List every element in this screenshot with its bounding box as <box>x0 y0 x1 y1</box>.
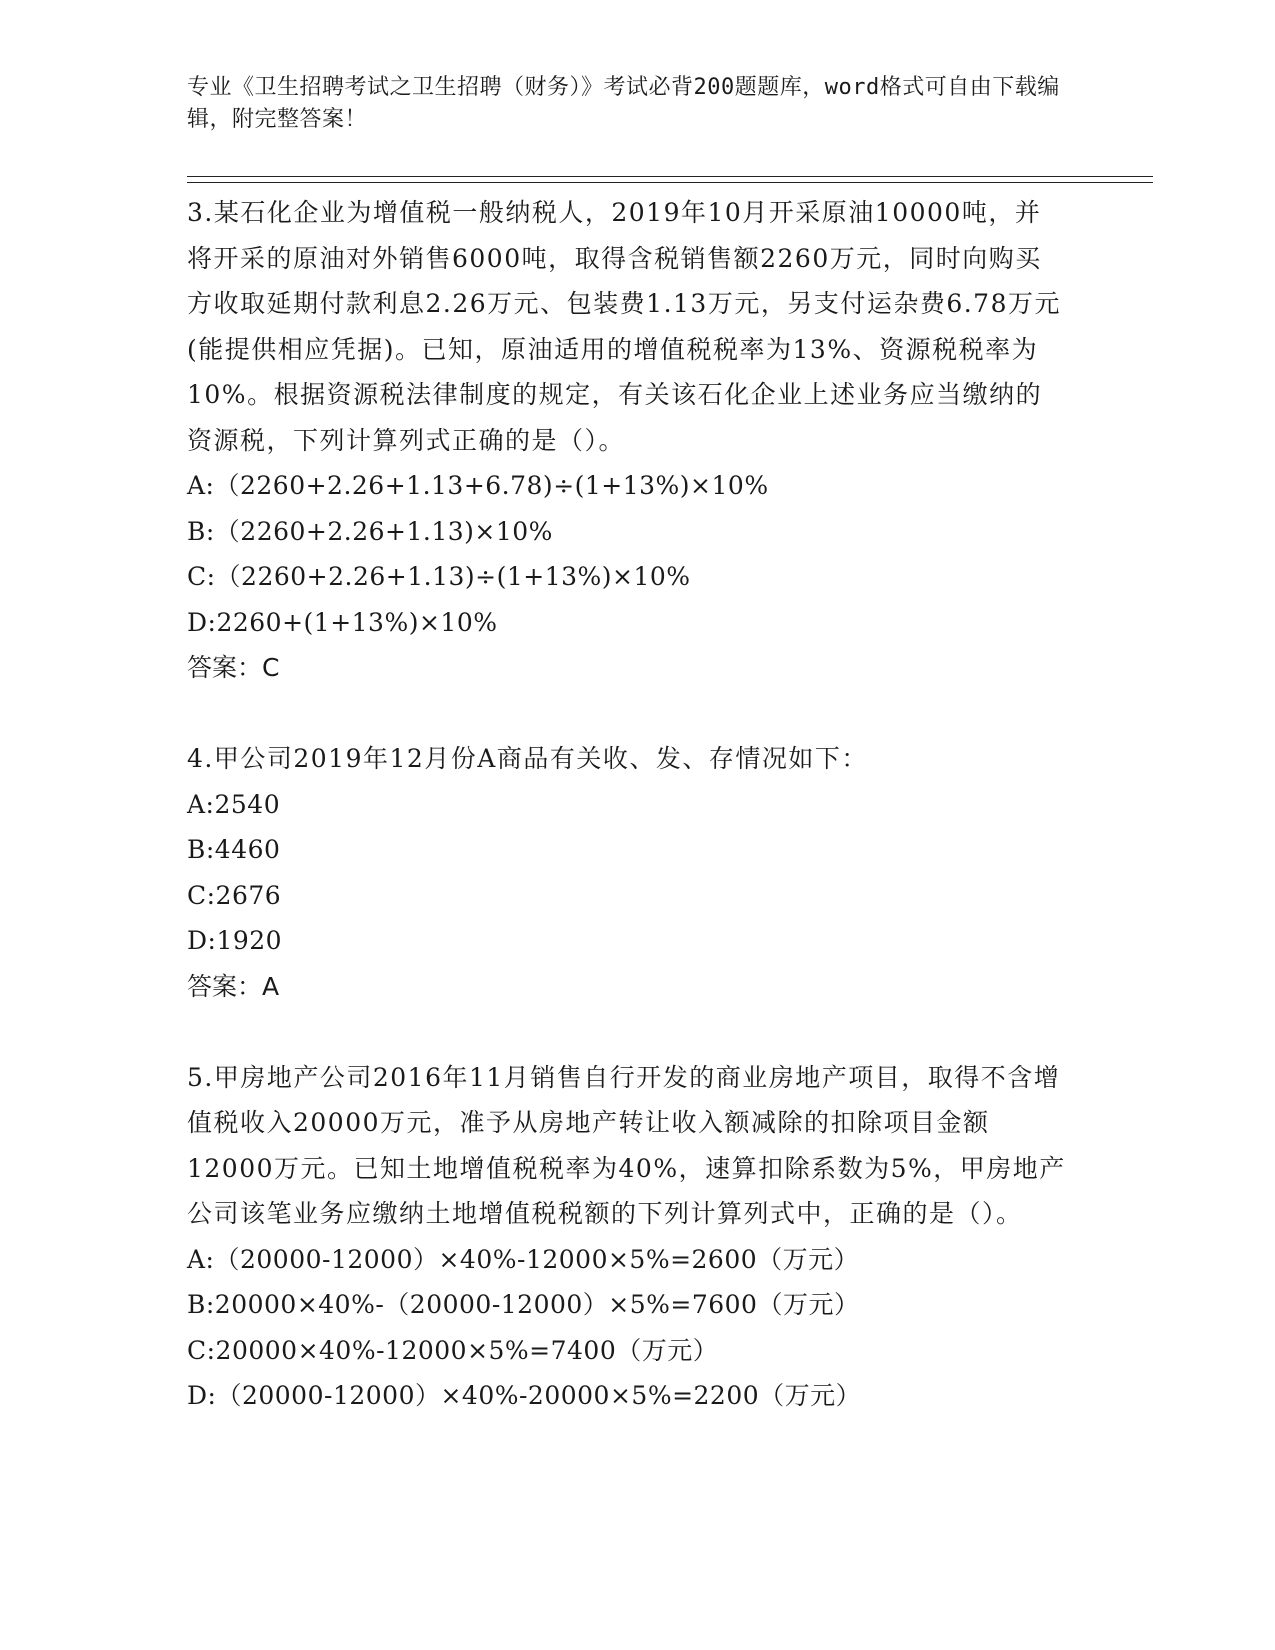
question-3 <box>187 190 1067 691</box>
option-d: D:1920 <box>187 926 283 955</box>
option-b: B:20000×40%-（20000-12000）×5%=7600（万元） <box>187 1290 860 1319</box>
option-d: D:2260+(1+13%)×10% <box>187 607 498 637</box>
question-stem: 5.甲房地产公司2016年11月销售自行开发的商业房地产项目，取得不含增值税收入20000万元，准予从房地产转让收入额减除的扣除项目金额12000万元。已知土地增值税税率为40%，速算扣除系数为5%，甲房地产公司该笔业务应缴纳土地增值税税额的下列计算列式中，正确的是（）。 <box>187 1062 1066 1228</box>
option-a: A:（20000-12000）×40%-12000×5%=2600（万元） <box>187 1244 860 1274</box>
option-d: D:（20000-12000）×40%-20000×5%=2200（万元） <box>187 1381 862 1410</box>
header-divider-bottom <box>187 182 1153 183</box>
question-list <box>187 190 1067 1419</box>
option-a: A:2540 <box>187 789 281 819</box>
question-stem: 3.某石化企业为增值税一般纳税人，2019年10月开采原油10000吨，并将开采的原油对外销售6000吨，取得含税销售额2260万元，同时向购买方收取延期付款利息2.26万元、包装费1.13万元，另支付运杂费6.78万元(能提供相应凭据)。已知，原油适用的增值税税率为13%、资源税税率为10%。根据资源税法律制度的规定，有关该石化企业上述业务应当缴纳的资源税，下列计算列式正确的是（）。 <box>187 198 1061 455</box>
option-b: B:4460 <box>187 835 281 864</box>
document-header: 专业《卫生招聘考试之卫生招聘（财务）》考试必背200题题库，word格式可自由下载编辑，附完整答案！ <box>187 75 1060 132</box>
option-c: C:（2260+2.26+1.13)÷(1+13%)×10% <box>187 562 691 591</box>
option-c: C:20000×40%-12000×5%=7400（万元） <box>187 1335 719 1365</box>
question-5 <box>187 1055 1067 1419</box>
question-4 <box>187 736 1067 1009</box>
option-a: A:（2260+2.26+1.13+6.78)÷(1+13%)×10% <box>187 471 769 500</box>
answer-line: 答案：A <box>187 971 280 1001</box>
question-stem: 4.甲公司2019年12月份A商品有关收、发、存情况如下： <box>187 744 868 773</box>
spacer <box>187 1009 1067 1055</box>
option-c: C:2676 <box>187 880 282 910</box>
spacer <box>187 691 1067 737</box>
option-b: B:（2260+2.26+1.13)×10% <box>187 516 553 546</box>
header-divider-top <box>187 176 1153 177</box>
answer-line: 答案：C <box>187 653 280 682</box>
